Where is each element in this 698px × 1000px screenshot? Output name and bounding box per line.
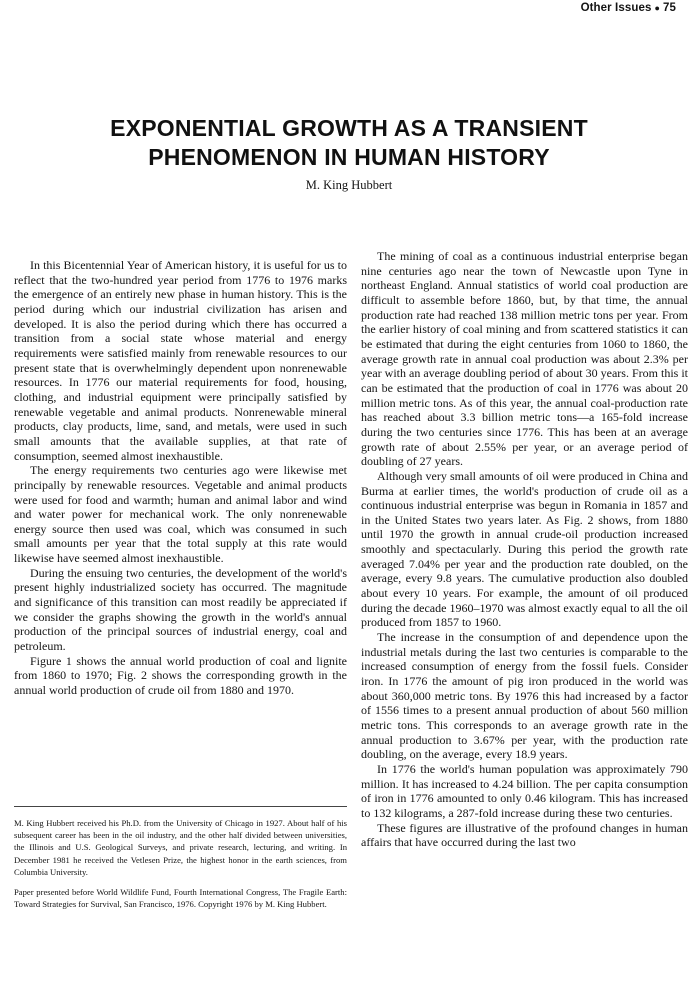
- paragraph: The energy requirements two centuries ago were likewise met principally by renewable resources. Vegetable and animal products were used for food and warmth; human and animal labor and wind and water power for mechanical work. The only nonrenewable energy source then used was coal, which was consumed in such small amounts per year that the total supply at this rate would likewise have seemed almost inexhaustible.: [14, 463, 347, 566]
- article-title: [0, 114, 698, 172]
- paragraph: The increase in the consumption of and dependence upon the industrial metals during the last two centuries is comparable to the increased consumption of energy from the fossil fuels. Consider iron. In 1776 the amount of pig iron produced in the world was about 360,000 metric tons. By 1976 this had increased by a factor of 1556 times to a present annual production of about 560 million metric tons. This corresponds to an average growth rate in the annual production to 3.67% per year, with the production rate doubling, on the average, every 18.9 years.: [361, 630, 688, 762]
- running-header: [581, 2, 676, 14]
- footnote-divider: [14, 806, 347, 807]
- title-line-1: EXPONENTIAL GROWTH AS A TRANSIENT: [110, 115, 588, 141]
- footnotes: [14, 817, 347, 918]
- title-line-2: PHENOMENON IN HUMAN HISTORY: [148, 144, 550, 170]
- right-column: [361, 249, 688, 850]
- source-footnote: Paper presented before World Wildlife Fund, Fourth International Congress, The Fragile Earth: Toward Strategies for Survival, San Francisco, 1976. Copyright 1976 by M. King Hubbert.: [14, 887, 347, 910]
- paragraph: These figures are illustrative of the profound changes in human affairs that have occurred during the last two: [361, 820, 688, 850]
- paragraph: During the ensuing two centuries, the development of the world's present highly industrialized society has occurred. The magnitude and significance of this transition can most readily be appreciated if we consider the graphs showing the growth in the world's annual production of the principal sources of industrial energy, coal and petroleum.: [14, 565, 347, 654]
- paragraph: Figure 1 shows the annual world production of coal and lignite from 1860 to 1970; Fig. 2 shows the corresponding growth in the annual world production of crude oil from 1880 and 1970.: [14, 653, 347, 698]
- author-bio-footnote: M. King Hubbert received his Ph.D. from the University of Chicago in 1927. About half of his subsequent career has been in the oil industry, and the other half divided between universities, the Illinois and U.S. Geological Surveys, and private research, lecturing, and writing. In December 1981 he received the Vetlesen Prize, the highest honor in the earth sciences, from Columbia University.: [14, 818, 347, 877]
- left-column: [14, 258, 347, 698]
- section-name: Other Issues: [580, 2, 652, 14]
- paragraph: Although very small amounts of oil were produced in China and Burma at earlier times, the world's production of crude oil as a continuous industrial enterprise was begun in Romania in 1857 and in the United States two years later. As Fig. 2 shows, from 1880 until 1970 the growth in annual crude-oil production increased smoothly and spectacularly. During this period the growth rate averaged 7.04% per year and the production rate doubled, on the average, every 9.8 years. The cumulative production also doubled about every 10 years. For example, the amount of oil produced during the decade 1960–1970 was almost exactly equal to all the oil produced from 1857 to 1960.: [361, 468, 688, 630]
- paragraph: The mining of coal as a continuous industrial enterprise began nine centuries ago near the town of Newcastle upon Tyne in northeast England. Annual statistics of world coal production are difficult to assemble before 1860, but, by that time, the annual production rate had reached 138 million metric tons per year. From the earlier history of coal mining and from scattered statistics it can be estimated that during the eight centuries from 1060 to 1860, the average growth rate in annual coal production was about 2.3% per year with an average doubling period of about 30 years. From this it can be estimated that the production of coal in 1776 was about 20 million metric tons. As of this year, the annual coal-production rate has reached about 3.3 billion metric tons—a 165-fold increase during the two centuries since 1776. This has been at an average growth rate of about 2.55% per year, or an average period of doubling of 27 years.: [361, 249, 688, 469]
- bullet-separator: ●: [654, 3, 660, 13]
- paragraph: In this Bicentennial Year of American history, it is useful for us to reflect that the two-hundred year period from 1776 to 1976 marks the emergence of an entirely new phase in human history. This is the period during which our industrial civilization has arisen and developed. It is also the period during which there has occurred a transition from a social state whose material and energy requirements were satisfied mainly from renewable resources to our present state that is overwhelmingly dependent upon nonrenewable resources. In 1776 our material requirements for food, housing, clothing, and industrial equipment were principally satisfied by renewable vegetable and animal products. Nonrenewable mineral products, clay products, lime, sand, and metals, were used in such small amounts that the available supplies, at that rate of consumption, seemed almost inexhaustible.: [14, 258, 347, 463]
- paragraph: In 1776 the world's human population was approximately 790 million. It has increased to 4.24 billion. The per capita consumption of iron in 1776 amounted to only 0.46 kilogram. This has increased to 132 kilograms, a 287-fold increase during these two centuries.: [361, 761, 688, 820]
- page-number: 75: [663, 2, 676, 14]
- author-byline: M. King Hubbert: [305, 178, 393, 192]
